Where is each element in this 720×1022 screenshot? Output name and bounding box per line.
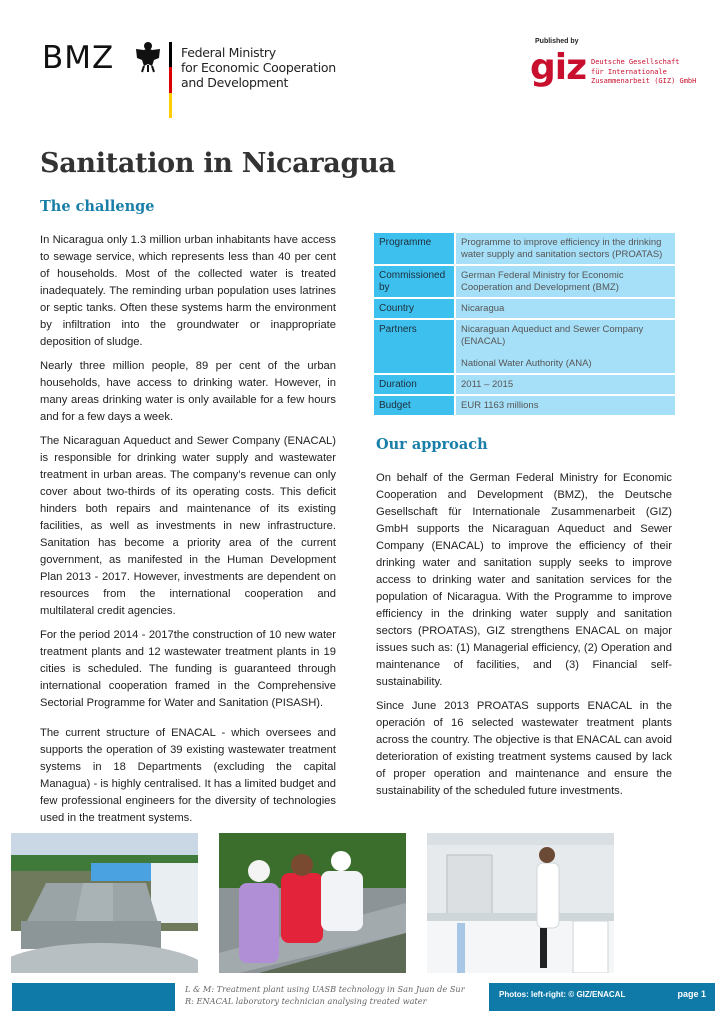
challenge-paragraph: The current structure of ENACAL - which oversees and supports the operation of 39 existing wastewater treatment systems in 18 Departments (excluding the capital Managua) - is highly centralised. It has a limited budget and few professional engineers for the diversity of technologies used in the treatment systems. — [40, 727, 336, 824]
bmz-logo: BMZ — [42, 40, 115, 76]
row-value — [455, 319, 675, 374]
laboratory-image — [427, 833, 614, 973]
page-number: page 1 — [677, 989, 706, 999]
ministry-line: for Economic Cooperation — [181, 60, 336, 75]
row-value: EUR 1163 millions — [455, 395, 675, 416]
photo-treatment-plant — [11, 833, 198, 973]
table-row — [374, 395, 675, 416]
giz-name-line: Deutsche Gesellschaft — [591, 58, 680, 66]
site-visit-image — [219, 833, 406, 973]
ministry-line: and Development — [181, 75, 289, 90]
row-label: Commissioned by — [374, 265, 455, 298]
giz-name-line: für Internationale — [591, 67, 667, 76]
challenge-paragraph: The Nicaraguan Aqueduct and Sewer Company (ENACAL) is responsible for drinking water supply and wastewater treatment in urban areas. The company’s revenue can only cover about two-thirds of its operating costs. This deficit hinders both repairs and maintenance of its existing facilities, as well as investments in new infrastructure. Sanitation has become a priority area of the current government, as manifested in the Human Development Plan 2013 - 2017. However, investments are dependent on resources from the international cooperation and multilateral credit agencies. — [40, 435, 336, 617]
german-flag-stripe — [169, 42, 172, 118]
table-row — [374, 374, 675, 395]
challenge-heading: The challenge — [40, 198, 155, 215]
caption-line: L & M: Treatment plant using UASB technology in San Juan de Sur — [185, 984, 465, 994]
table-row — [374, 233, 675, 265]
approach-heading: Our approach — [376, 436, 488, 453]
row-value: 2011 – 2015 — [455, 374, 675, 395]
challenge-paragraph: For the period 2014 - 2017the construction of 10 new water treatment plants and 12 wastewater treatment plants in 19 cities is scheduled. The funding is guaranteed through international cooperation framed in the Comprehensive Sectorial Programme for Water and Sanitation (PISASH). — [40, 629, 336, 709]
row-label: Partners — [374, 319, 455, 374]
row-value: German Federal Ministry for Economic Cooperation and Development (BMZ) — [455, 265, 675, 298]
partner-2: National Water Authority (ANA) — [461, 358, 592, 369]
row-label: Country — [374, 298, 455, 319]
photo-credit: Photos: left-right: © GIZ/ENACAL — [499, 990, 626, 999]
challenge-paragraph: In Nicaragua only 1.3 million urban inhabitants have access to sewage service, which represents less than 40 per cent of households. Most of the collected water is treated inadequately. The reminding urban population uses latrines or septic tanks. Often these systems harm the environment by infiltration into the groundwater or inappropriate deposition of sludge. — [40, 234, 336, 348]
row-value: Nicaragua — [455, 298, 675, 319]
giz-name-line: Zusammenarbeit (GIZ) GmbH — [591, 77, 697, 85]
ministry-name — [181, 45, 336, 90]
row-label: Budget — [374, 395, 455, 416]
photo-site-visit — [219, 833, 406, 973]
approach-body — [376, 470, 672, 807]
footer-bar-right — [489, 983, 715, 1011]
caption-line: R: ENACAL laboratory technician analysing treated water — [185, 996, 427, 1006]
photo-laboratory — [427, 833, 614, 973]
table-row — [374, 265, 675, 298]
photo-caption — [185, 983, 465, 1007]
page-title: Sanitation in Nicaragua — [40, 148, 396, 179]
row-label: Programme — [374, 233, 455, 265]
ministry-line: Federal Ministry — [181, 45, 276, 60]
treatment-plant-image — [11, 833, 198, 973]
giz-full-name — [591, 58, 696, 87]
approach-paragraph: On behalf of the German Federal Ministry for Economic Cooperation and Development (BMZ), the Deutsche Gesellschaft für Internationale Zusammenarbeit (GIZ) GmbH supports the Nicaraguan Aqueduct and Sewer Company (ENACAL) to improve the efficiency of their drinking water and sanitation supply seeks to improve access to drinking water and sanitation services for the population of Nicaragua. With the Programme to improve efficiency in the drinking water supply and sanitation sectors (PROATAS), GIZ strengthens ENACAL on major issues such as: (1) Managerial efficiency, (2) Operation and maintenance of facilities, and (3) Financial self-sustainability. — [376, 472, 672, 688]
table-row — [374, 319, 675, 374]
giz-logo: giz — [530, 47, 587, 88]
table-row — [374, 298, 675, 319]
published-by-label: Published by — [535, 38, 579, 45]
row-label: Duration — [374, 374, 455, 395]
challenge-paragraph: Nearly three million people, 89 per cent of the urban households, have access to drinking water. However, in many areas drinking water is only available for a few hours and for a few days a week. — [40, 360, 336, 423]
footer-bar-left — [12, 983, 175, 1011]
approach-paragraph: Since June 2013 PROATAS supports ENACAL in the operación of 16 selected wastewater treatment plants across the country. The objective is that ENACAL can avoid deterioration of existing treatment systems caused by lack of proper operation and maintenance and ensure the sustainability of the scheduled future investments. — [376, 700, 672, 797]
partner-1: Nicaraguan Aqueduct and Sewer Company (ENACAL) — [461, 324, 644, 347]
row-value: Programme to improve efficiency in the drinking water supply and sanitation sectors (PROATAS) — [455, 233, 675, 265]
federal-eagle-icon — [133, 40, 163, 74]
project-info-table — [374, 233, 675, 417]
challenge-body — [40, 232, 336, 834]
